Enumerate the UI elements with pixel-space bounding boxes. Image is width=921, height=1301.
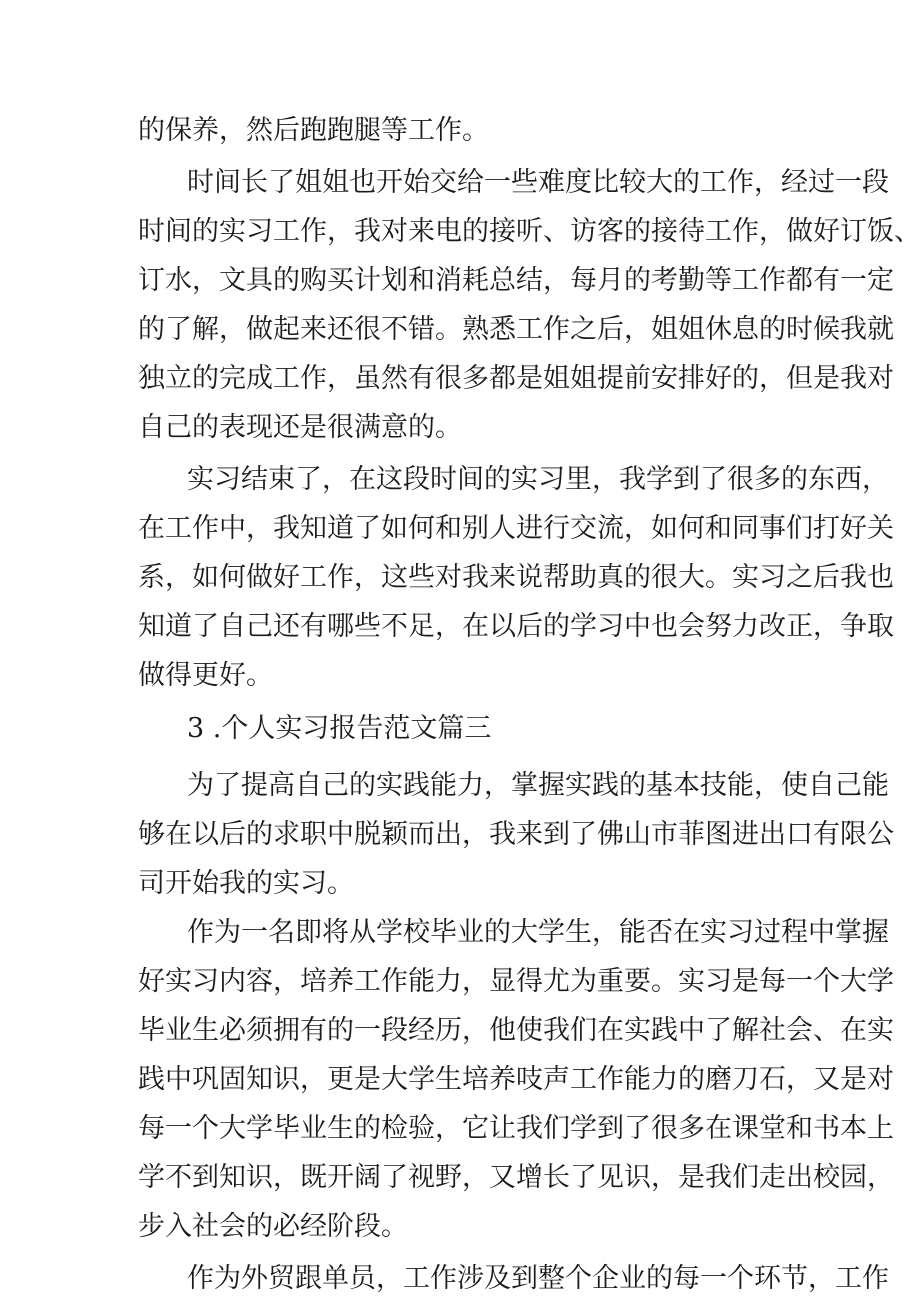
text-line: 够在以后的求职中脱颖而出，我来到了佛山市菲图进出口有限公 (138, 819, 894, 850)
text-line: 作为一名即将从学校毕业的大学生，能否在实习过程中掌握 (187, 917, 889, 948)
section-heading: 3 .个人实习报告范文篇三 (187, 713, 492, 744)
text-line: 时间长了姐姐也开始交给一些难度比较大的工作，经过一段 (187, 167, 889, 198)
text-line: 订水，文具的购买计划和消耗总结，每月的考勤等工作都有一定 (138, 265, 894, 296)
text-line: 独立的完成工作，虽然有很多都是姐姐提前安排好的，但是我对 (138, 363, 894, 394)
text-line: 的了解，做起来还很不错。熟悉工作之后，姐姐休息的时候我就 (138, 314, 894, 345)
text-line: 好实习内容，培养工作能力，显得尤为重要。实习是每一个大学 (138, 966, 894, 997)
text-line: 毕业生必须拥有的一段经历，他使我们在实践中了解社会、在实 (138, 1015, 894, 1046)
text-line: 作为外贸跟单员，工作涉及到整个企业的每一个环节，工作 (187, 1263, 889, 1294)
text-line: 做得更好。 (138, 660, 273, 691)
text-line: 实习结束了，在这段时间的实习里，我学到了很多的东西， (187, 464, 889, 495)
text-line: 学不到知识，既开阔了视野，又增长了见识，是我们走出校园， (138, 1162, 894, 1193)
text-line: 步入社会的必经阶段。 (138, 1211, 408, 1242)
text-line: 时间的实习工作，我对来电的接听、访客的接待工作，做好订饭、 (138, 216, 921, 247)
text-line: 系，如何做好工作，这些对我来说帮助真的很大。实习之后我也 (138, 562, 894, 593)
text-line: 司开始我的实习。 (138, 868, 354, 899)
text-line: 自己的表现还是很满意的。 (138, 412, 462, 443)
text-line: 为了提高自己的实践能力，掌握实践的基本技能，使自己能 (187, 770, 889, 801)
text-line: 知道了自己还有哪些不足，在以后的学习中也会努力改正，争取 (138, 611, 894, 642)
text-line: 每一个大学毕业生的检验，它让我们学到了很多在课堂和书本上 (138, 1113, 894, 1144)
text-line: 的保养，然后跑跑腿等工作。 (138, 115, 489, 146)
text-line: 践中巩固知识，更是大学生培养吱声工作能力的磨刀石，又是对 (138, 1064, 894, 1095)
text-line: 在工作中，我知道了如何和别人进行交流，如何和同事们打好关 (138, 513, 894, 544)
